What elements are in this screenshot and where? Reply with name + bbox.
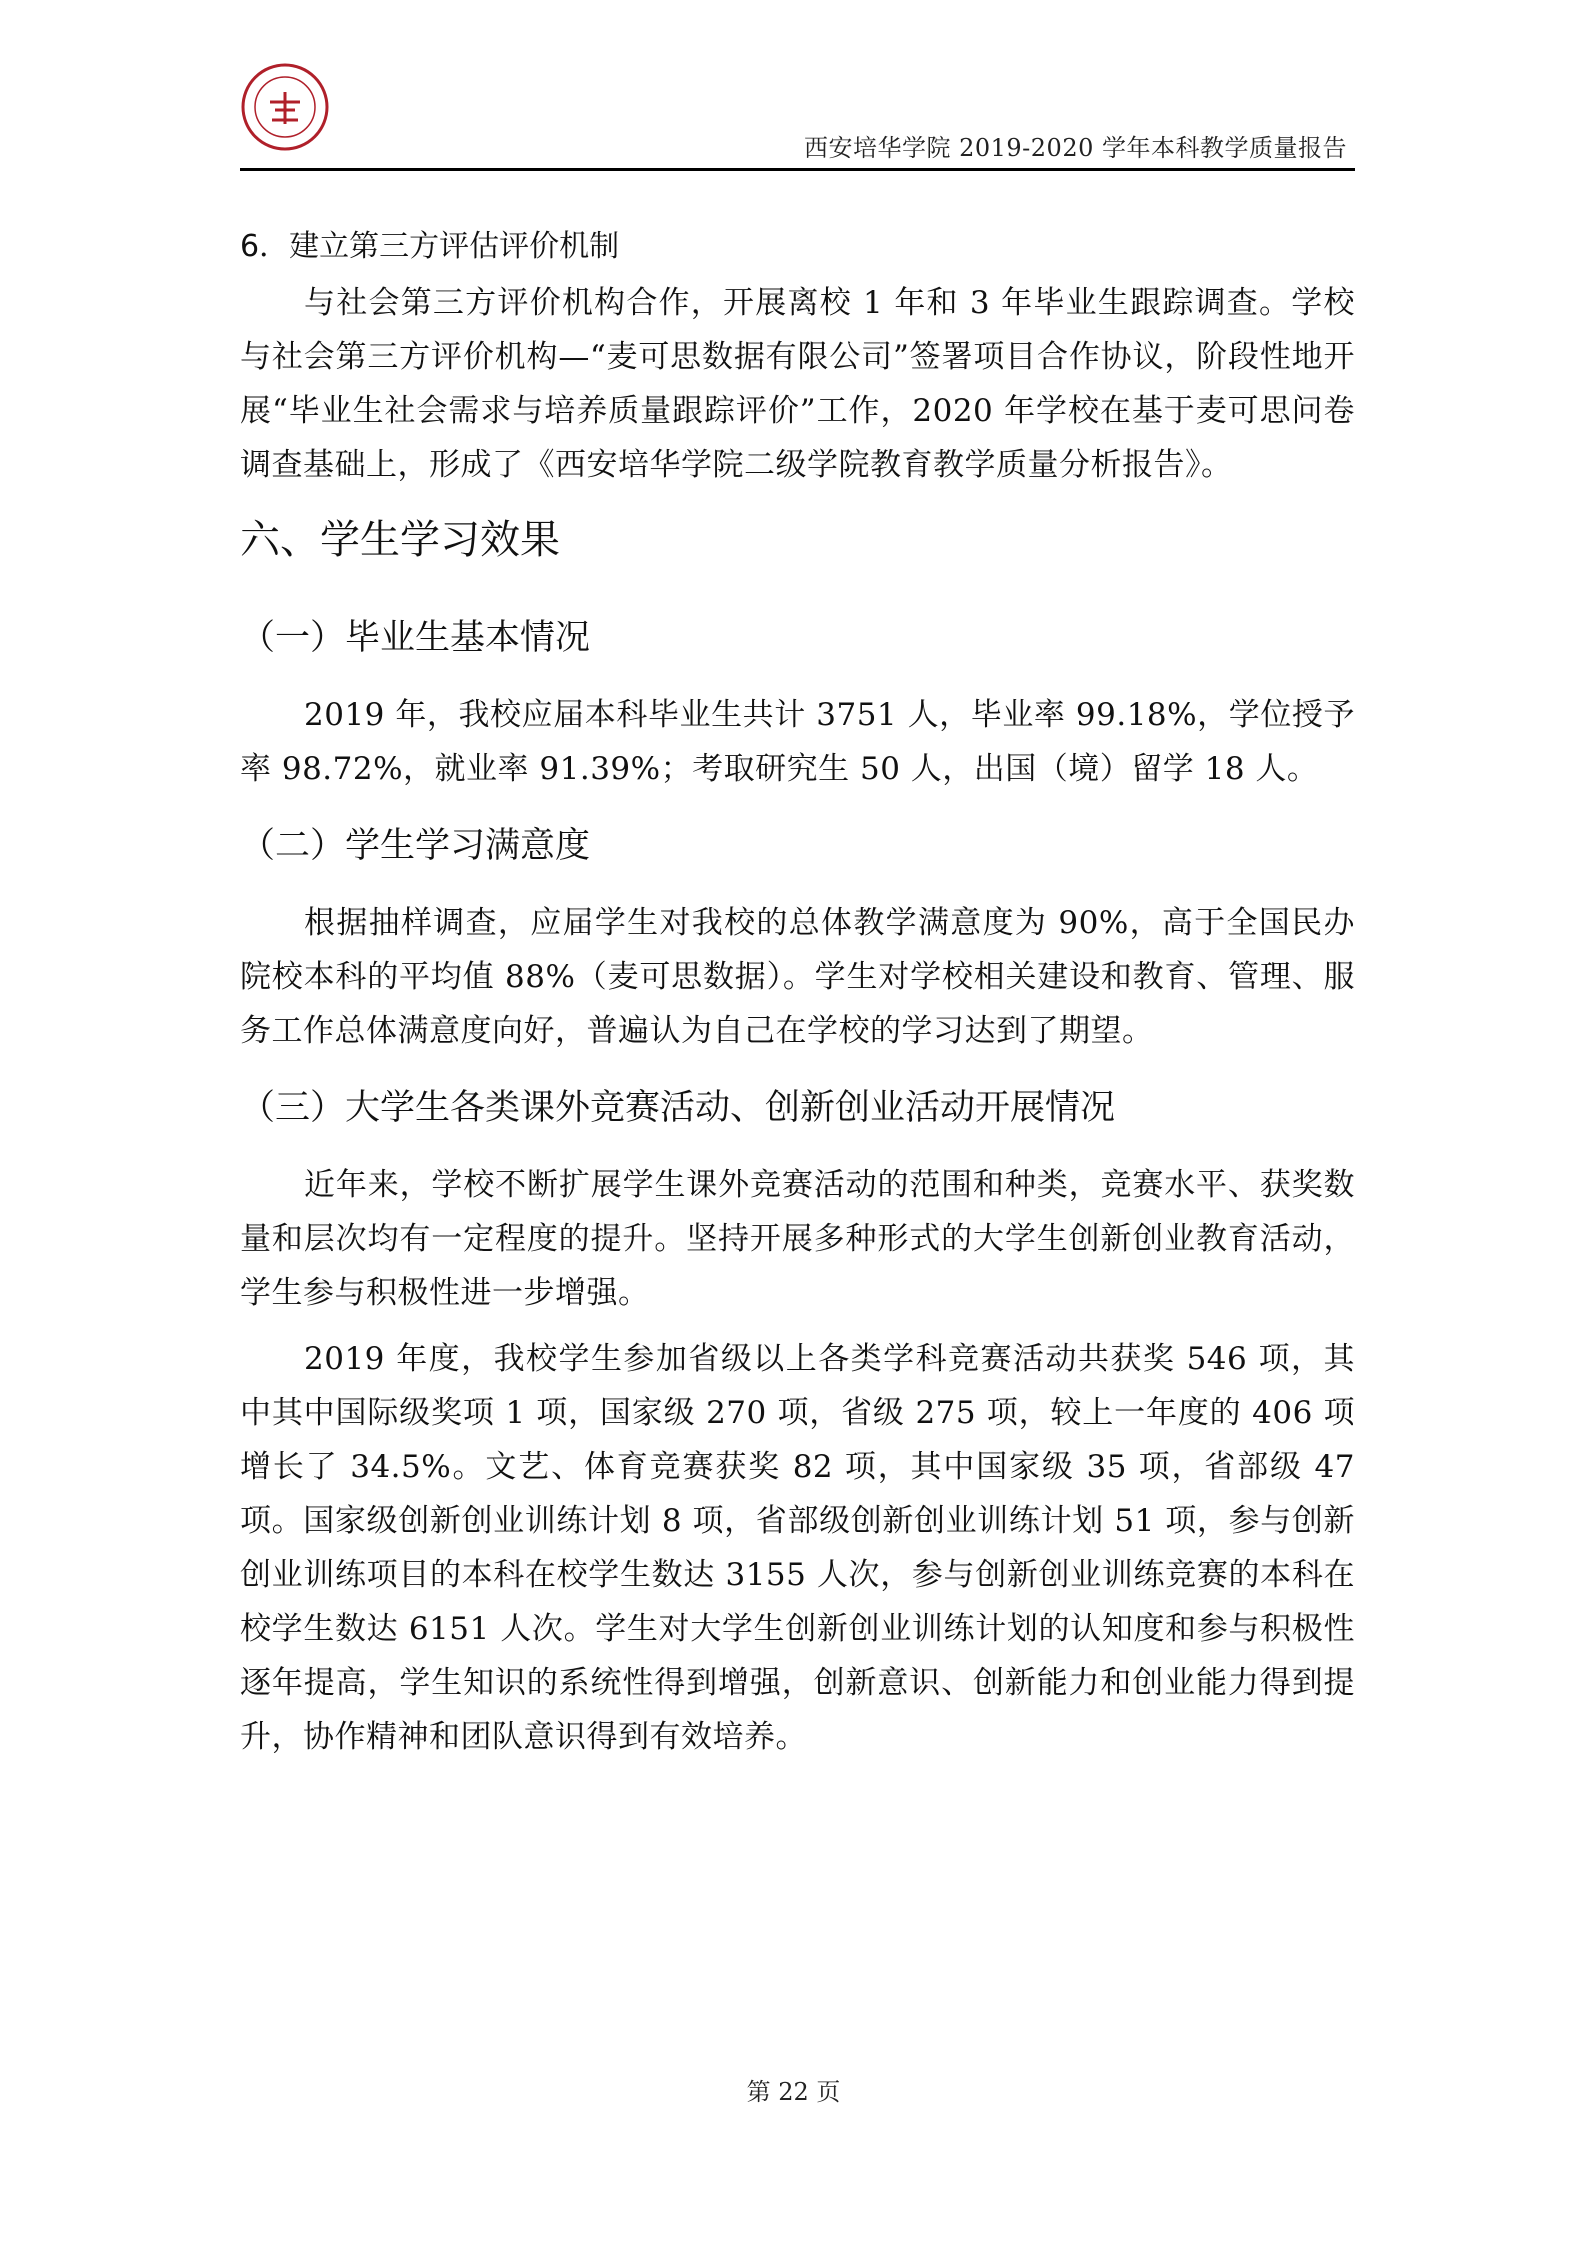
subsection-1-heading: （一）毕业生基本情况 [240, 618, 591, 658]
page-content [240, 218, 1355, 1764]
chapter-6-heading: 六、学生学习效果 [240, 517, 560, 563]
subsection-3-paragraph-2: 2019 年度，我校学生参加省级以上各类学科竞赛活动共获奖 546 项，其中其中国际级奖项 1 项，国家级 270 项，省级 275 项，较上一年度的 406 项增长了 34.5%。文艺、体育竞赛获奖 82 项，其中国家级 35 项，省部级 47 项。国家级创新创业训练计划 8 项，省部级创新创业训练计划 51 项，参与创新创业训练项目的本科在校学生数达 3155 人次，参与创新创业训练竞赛的本科在校学生数达 6151 人次。学生对大学生创新创业训练计划的认知度和参与积极性逐年提高，学生知识的系统性得到增强，创新意识、创新能力和创业能力得到提升，协作精神和团队意识得到有效培养。 [240, 1341, 1355, 1755]
university-seal-icon [240, 62, 330, 152]
subsection-2-paragraph: 根据抽样调查，应届学生对我校的总体教学满意度为 90%，高于全国民办院校本科的平均值 88%（麦可思数据）。学生对学校相关建设和教育、管理、服务工作总体满意度向好，普遍认为自己在学校的学习达到了期望。 [240, 905, 1355, 1049]
page-number: 第 22 页 [746, 2078, 841, 2106]
subsection-1-paragraph: 2019 年，我校应届本科毕业生共计 3751 人，毕业率 99.18%，学位授予率 98.72%，就业率 91.39%；考取研究生 50 人，出国（境）留学 18 人。 [240, 697, 1355, 787]
section-6-heading: 6．建立第三方评估评价机制 [240, 229, 620, 264]
subsection-2-heading: （二）学生学习满意度 [240, 826, 591, 866]
section-6-paragraph: 与社会第三方评价机构合作，开展离校 1 年和 3 年毕业生跟踪调查。学校与社会第三方评价机构—“麦可思数据有限公司”签署项目合作协议，阶段性地开展“毕业生社会需求与培养质量跟踪评价”工作，2020 年学校在基于麦可思问卷调查基础上，形成了《西安培华学院二级学院教育教学质量分析报告》。 [240, 285, 1355, 483]
header-title: 西安培华学院 2019-2020 学年本科教学质量报告 [803, 134, 1347, 162]
subsection-3-heading: （三）大学生各类课外竞赛活动、创新创业活动开展情况 [240, 1088, 1116, 1128]
subsection-3-paragraph-1: 近年来，学校不断扩展学生课外竞赛活动的范围和种类，竞赛水平、获奖数量和层次均有一定程度的提升。坚持开展多种形式的大学生创新创业教育活动，学生参与积极性进一步增强。 [240, 1167, 1355, 1311]
